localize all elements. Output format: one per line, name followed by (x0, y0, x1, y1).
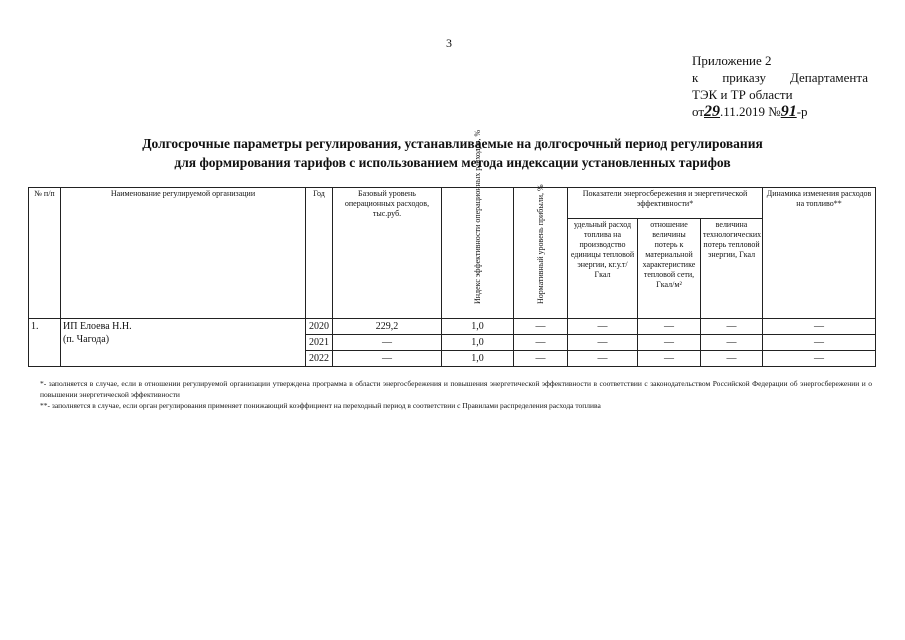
dynamics-cell: — (763, 319, 876, 335)
footnotes (40, 378, 872, 411)
loss-cell: — (638, 335, 701, 351)
org-name: ИП Елоева Н.Н. (63, 321, 132, 332)
year-cell: 2021 (306, 335, 333, 351)
header-efficiency-index (442, 129, 514, 319)
fuel-cell: — (568, 319, 638, 335)
dynamics-cell: — (763, 335, 876, 351)
year-cell: 2020 (306, 319, 333, 335)
index-cell: 1,0 (442, 319, 514, 335)
page-number: 3 (446, 36, 452, 50)
footnote-2: **- заполняется в случае, если орган регулирования применяет понижающий коэффициент на переходный период в соответствии с Правилами распределения расхода топлива (40, 401, 601, 410)
appendix-line-3: ТЭК и ТР области (692, 87, 793, 102)
profit-cell: — (514, 319, 568, 335)
order-suffix: -р (796, 104, 808, 119)
title-line-1: Долгосрочные параметры регулирования, устанавливаемые на долгосрочный период регулирования (142, 136, 763, 151)
tech-cell: — (701, 351, 763, 367)
appendix-word: Департамента (789, 70, 868, 85)
header-num: № п/п (29, 188, 61, 319)
appendix-block (692, 52, 868, 120)
tech-cell: — (701, 319, 763, 335)
year-cell: 2022 (306, 351, 333, 367)
org-cell (61, 319, 306, 367)
loss-cell: — (638, 319, 701, 335)
base-cell: — (333, 351, 442, 367)
dynamics-cell: — (763, 351, 876, 367)
fuel-cell: — (568, 335, 638, 351)
header-profit-level-text: Нормативный уровень прибыли, % (535, 184, 545, 304)
header-fuel-consumption: удельный расход топлива на производство единицы тепловой энергии, кг.у.т/Гкал (568, 219, 638, 319)
header-loss-ratio: отношение величины потерь к материальной характеристике тепловой сети, Гкал/м² (638, 219, 701, 319)
title-line-2: для формирования тарифов с использованием метода индексации установленных тарифов (174, 155, 731, 170)
date-prefix: от (692, 104, 705, 119)
index-cell: 1,0 (442, 335, 514, 351)
header-efficiency-index-text: Индекс эффективности операционных расходов, % (472, 129, 482, 304)
profit-cell: — (514, 351, 568, 367)
header-profit-level (514, 184, 568, 319)
header-org: Наименование регулируемой организации (61, 188, 306, 319)
appendix-date-line (692, 103, 868, 120)
appendix-word: к (692, 70, 699, 85)
date-rest: .11.2019 № (720, 104, 781, 119)
header-row-1 (29, 188, 876, 219)
header-base-costs: Базовый уровень операционных расходов, тыс.руб. (333, 188, 442, 319)
profit-cell: — (514, 335, 568, 351)
header-fuel-dynamics: Динамика изменения расходов на топливо** (763, 188, 876, 319)
tech-cell: — (701, 335, 763, 351)
appendix-line-2 (692, 69, 868, 86)
index-cell: 1,0 (442, 351, 514, 367)
appendix-word: приказу (722, 70, 766, 85)
loss-cell: — (638, 351, 701, 367)
appendix-line-1: Приложение 2 (692, 53, 772, 68)
base-cell: — (333, 335, 442, 351)
handwritten-day: 29 (704, 103, 721, 120)
header-year: Год (306, 188, 333, 319)
org-number: 1. (29, 319, 61, 367)
footnote-1: *- заполняется в случае, если в отношении регулируемой организации утверждена программа в области энергосбережения и повышения энергетической эффективности в соответствии с законодательством Российской Федерации об энергосбережении и о повышении энергетической эффективности (40, 379, 872, 399)
fuel-cell: — (568, 351, 638, 367)
handwritten-order-number: 91 (780, 103, 797, 120)
header-energy-group: Показатели энергосбережения и энергетической эффективности* (568, 188, 763, 219)
table-row (29, 319, 876, 335)
base-cell: 229,2 (333, 319, 442, 335)
header-tech-losses: величина технологических потерь тепловой энергии, Гкал (701, 219, 763, 319)
org-place: (п. Чагода) (63, 334, 110, 345)
document-title (60, 134, 845, 172)
